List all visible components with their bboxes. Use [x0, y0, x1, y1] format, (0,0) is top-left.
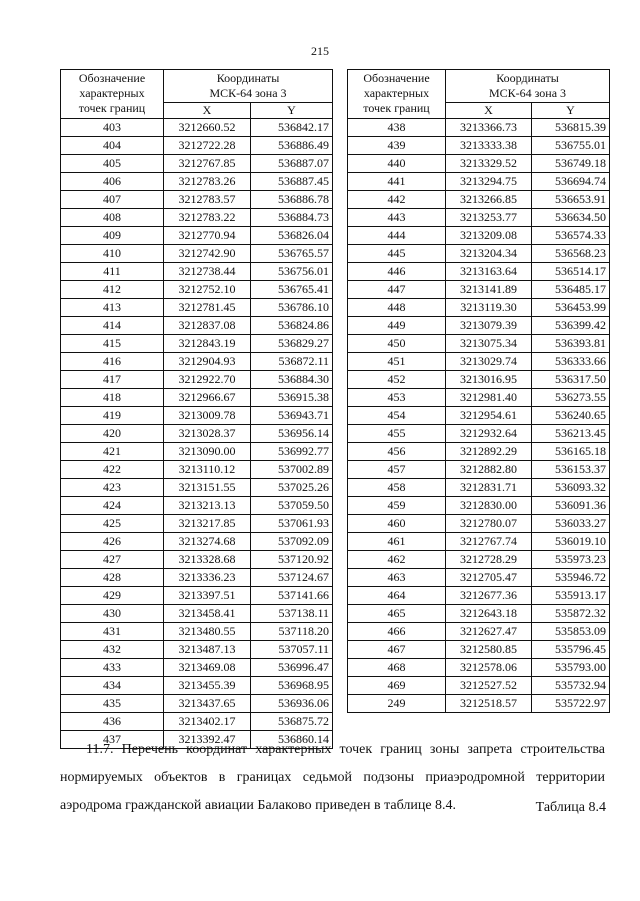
table-row: [348, 443, 610, 461]
y-coordinate-cell: 536786.10: [251, 299, 333, 317]
point-number-cell: 444: [348, 227, 446, 245]
point-number-cell: 433: [61, 659, 164, 677]
point-number-cell: 454: [348, 407, 446, 425]
table-row: [348, 299, 610, 317]
y-coordinate-cell: 536213.45: [532, 425, 610, 443]
header-coord-line: Координаты: [496, 71, 559, 85]
x-header: X: [164, 103, 251, 119]
point-number-cell: 469: [348, 677, 446, 695]
x-coordinate-cell: 3212837.08: [164, 317, 251, 335]
table-row: [348, 551, 610, 569]
point-number-cell: 438: [348, 119, 446, 137]
x-coordinate-cell: 3213266.85: [446, 191, 532, 209]
table-caption: Таблица 8.4: [535, 800, 606, 815]
x-coordinate-cell: 3212767.74: [446, 533, 532, 551]
y-coordinate-cell: 536884.30: [251, 371, 333, 389]
point-number-cell: 435: [61, 695, 164, 713]
x-coordinate-cell: 3212781.45: [164, 299, 251, 317]
point-number-cell: 411: [61, 263, 164, 281]
table-row: [61, 407, 333, 425]
point-number-cell: 430: [61, 605, 164, 623]
point-number-cell: 420: [61, 425, 164, 443]
y-coordinate-cell: 536033.27: [532, 515, 610, 533]
point-number-cell: 434: [61, 677, 164, 695]
y-coordinate-cell: 536453.99: [532, 299, 610, 317]
table-row: [348, 533, 610, 551]
table-row: [61, 263, 333, 281]
table-row: [348, 281, 610, 299]
y-coordinate-cell: 535872.32: [532, 605, 610, 623]
y-coordinate-cell: 535973.23: [532, 551, 610, 569]
x-coordinate-cell: 3212922.70: [164, 371, 251, 389]
point-number-cell: 414: [61, 317, 164, 335]
header-label-line: характерных: [79, 86, 145, 100]
point-number-cell: 466: [348, 623, 446, 641]
point-number-cell: 437: [61, 731, 164, 749]
x-coordinate-cell: 3213009.78: [164, 407, 251, 425]
x-coordinate-cell: 3212783.26: [164, 173, 251, 191]
header-label-line: Обозначение: [363, 71, 430, 85]
x-coordinate-cell: 3212518.57: [446, 695, 532, 713]
point-number-cell: 458: [348, 479, 446, 497]
point-number-cell: 459: [348, 497, 446, 515]
table-row: [61, 299, 333, 317]
y-coordinate-cell: 536886.78: [251, 191, 333, 209]
coordinates-table-right: [347, 69, 610, 713]
y-coordinate-cell: 536943.71: [251, 407, 333, 425]
y-coordinate-cell: 536860.14: [251, 731, 333, 749]
point-number-cell: 410: [61, 245, 164, 263]
table-row: [348, 515, 610, 533]
y-coordinate-cell: 536019.10: [532, 533, 610, 551]
x-coordinate-cell: 3212904.93: [164, 353, 251, 371]
x-coordinate-cell: 3213151.55: [164, 479, 251, 497]
y-coordinate-cell: 536887.07: [251, 155, 333, 173]
point-number-cell: 441: [348, 173, 446, 191]
paragraph-text: 11.7. Перечень координат характерных точек границ зоны запрета строительства нормируемых объектов в границах седьмой подзоны приаэродромной территории аэродрома гражданской авиации Балаково приведен в таблице 8.4.: [60, 742, 605, 813]
x-coordinate-cell: 3213141.89: [446, 281, 532, 299]
page-number: 215: [311, 44, 329, 58]
point-number-cell: 421: [61, 443, 164, 461]
point-number-cell: 408: [61, 209, 164, 227]
table-row: [61, 317, 333, 335]
y-coordinate-cell: 536568.23: [532, 245, 610, 263]
point-number-cell: 249: [348, 695, 446, 713]
y-coordinate-cell: 536240.65: [532, 407, 610, 425]
point-number-cell: 439: [348, 137, 446, 155]
y-coordinate-cell: 537025.26: [251, 479, 333, 497]
table-row: [61, 605, 333, 623]
point-number-cell: 462: [348, 551, 446, 569]
x-coordinate-cell: 3213397.51: [164, 587, 251, 605]
point-number-cell: 424: [61, 497, 164, 515]
table-row: [61, 389, 333, 407]
y-coordinate-cell: 536992.77: [251, 443, 333, 461]
table-row: [348, 479, 610, 497]
y-coordinate-cell: 536968.95: [251, 677, 333, 695]
x-coordinate-cell: 3213487.13: [164, 641, 251, 659]
point-number-cell: 451: [348, 353, 446, 371]
y-coordinate-cell: 536756.01: [251, 263, 333, 281]
table-row: [348, 173, 610, 191]
header-coord-line: МСК-64 зона 3: [209, 86, 287, 100]
x-coordinate-cell: 3212830.00: [446, 497, 532, 515]
table-row: [61, 551, 333, 569]
point-number-cell: 468: [348, 659, 446, 677]
coordinates-header: [164, 70, 333, 103]
header-coord-line: Координаты: [216, 71, 280, 85]
x-coordinate-cell: 3212831.71: [446, 479, 532, 497]
point-number-cell: 413: [61, 299, 164, 317]
x-coordinate-cell: 3213079.39: [446, 317, 532, 335]
x-coordinate-cell: 3212643.18: [446, 605, 532, 623]
table-row: [348, 209, 610, 227]
y-coordinate-cell: 536826.04: [251, 227, 333, 245]
point-number-cell: 406: [61, 173, 164, 191]
x-coordinate-cell: 3212705.47: [446, 569, 532, 587]
table-row: [348, 353, 610, 371]
x-coordinate-cell: 3213329.52: [446, 155, 532, 173]
table-row: [61, 173, 333, 191]
table-row: [61, 245, 333, 263]
point-number-cell: 461: [348, 533, 446, 551]
y-coordinate-cell: 536749.18: [532, 155, 610, 173]
coordinates-table-left: [60, 69, 333, 749]
table-row: [348, 245, 610, 263]
y-coordinate-cell: 536091.36: [532, 497, 610, 515]
x-coordinate-cell: 3212843.19: [164, 335, 251, 353]
y-coordinate-cell: 536574.33: [532, 227, 610, 245]
y-coordinate-cell: 535796.45: [532, 641, 610, 659]
x-coordinate-cell: 3212770.94: [164, 227, 251, 245]
x-coordinate-cell: 3212783.22: [164, 209, 251, 227]
y-coordinate-cell: 537118.20: [251, 623, 333, 641]
point-number-cell: 445: [348, 245, 446, 263]
table-row: [348, 119, 610, 137]
y-coordinate-cell: 537141.66: [251, 587, 333, 605]
table-row: [61, 677, 333, 695]
point-number-cell: 449: [348, 317, 446, 335]
x-coordinate-cell: 3212932.64: [446, 425, 532, 443]
table-row: [348, 461, 610, 479]
point-number-cell: 418: [61, 389, 164, 407]
point-label-header: [348, 70, 446, 119]
point-number-cell: 448: [348, 299, 446, 317]
y-coordinate-cell: 535793.00: [532, 659, 610, 677]
x-coordinate-cell: 3213392.47: [164, 731, 251, 749]
point-number-cell: 460: [348, 515, 446, 533]
y-coordinate-cell: 537059.50: [251, 497, 333, 515]
y-coordinate-cell: 537092.09: [251, 533, 333, 551]
table-row: [61, 119, 333, 137]
point-number-cell: 429: [61, 587, 164, 605]
header-label-line: характерных: [363, 86, 430, 100]
table-row: [61, 137, 333, 155]
y-coordinate-cell: 537057.11: [251, 641, 333, 659]
y-coordinate-cell: 536165.18: [532, 443, 610, 461]
table-row: [348, 407, 610, 425]
table-row: [61, 497, 333, 515]
point-number-cell: 404: [61, 137, 164, 155]
x-coordinate-cell: 3213090.00: [164, 443, 251, 461]
x-coordinate-cell: 3212981.40: [446, 389, 532, 407]
y-coordinate-cell: 536393.81: [532, 335, 610, 353]
y-coordinate-cell: 535946.72: [532, 569, 610, 587]
y-header: Y: [532, 103, 610, 119]
y-coordinate-cell: 536829.27: [251, 335, 333, 353]
point-number-cell: 412: [61, 281, 164, 299]
point-number-cell: 455: [348, 425, 446, 443]
y-coordinate-cell: 536996.47: [251, 659, 333, 677]
header-label-line: точек границ: [78, 101, 146, 115]
x-coordinate-cell: 3213469.08: [164, 659, 251, 677]
x-coordinate-cell: 3212677.36: [446, 587, 532, 605]
point-number-cell: 463: [348, 569, 446, 587]
header-coord-line: МСК-64 зона 3: [488, 86, 567, 100]
table-row: [348, 425, 610, 443]
point-number-cell: 403: [61, 119, 164, 137]
x-coordinate-cell: 3213455.39: [164, 677, 251, 695]
point-number-cell: 416: [61, 353, 164, 371]
x-coordinate-cell: 3212780.07: [446, 515, 532, 533]
table-row: [61, 371, 333, 389]
x-coordinate-cell: 3212738.44: [164, 263, 251, 281]
x-coordinate-cell: 3213253.77: [446, 209, 532, 227]
y-coordinate-cell: 536153.37: [532, 461, 610, 479]
x-coordinate-cell: 3213336.23: [164, 569, 251, 587]
x-coordinate-cell: 3213213.13: [164, 497, 251, 515]
y-coordinate-cell: 536694.74: [532, 173, 610, 191]
x-coordinate-cell: 3213437.65: [164, 695, 251, 713]
x-coordinate-cell: 3213328.68: [164, 551, 251, 569]
y-coordinate-cell: 536884.73: [251, 209, 333, 227]
point-number-cell: 447: [348, 281, 446, 299]
table-row: [348, 317, 610, 335]
y-coordinate-cell: 537002.89: [251, 461, 333, 479]
y-coordinate-cell: 536872.11: [251, 353, 333, 371]
table-row: [348, 623, 610, 641]
y-coordinate-cell: 536842.17: [251, 119, 333, 137]
x-coordinate-cell: 3212752.10: [164, 281, 251, 299]
x-coordinate-cell: 3213163.64: [446, 263, 532, 281]
y-coordinate-cell: 536887.45: [251, 173, 333, 191]
table-row: [348, 227, 610, 245]
point-number-cell: 431: [61, 623, 164, 641]
point-number-cell: 415: [61, 335, 164, 353]
x-coordinate-cell: 3212527.52: [446, 677, 532, 695]
x-coordinate-cell: 3212966.67: [164, 389, 251, 407]
x-coordinate-cell: 3212767.85: [164, 155, 251, 173]
x-coordinate-cell: 3213333.38: [446, 137, 532, 155]
point-number-cell: 465: [348, 605, 446, 623]
x-coordinate-cell: 3212742.90: [164, 245, 251, 263]
x-coordinate-cell: 3212578.06: [446, 659, 532, 677]
header-label-line: Обозначение: [78, 71, 146, 85]
table-row: [61, 641, 333, 659]
x-coordinate-cell: 3213480.55: [164, 623, 251, 641]
x-coordinate-cell: 3212892.29: [446, 443, 532, 461]
table-row: [61, 461, 333, 479]
y-coordinate-cell: 536755.01: [532, 137, 610, 155]
table-row: [61, 695, 333, 713]
x-header: X: [446, 103, 532, 119]
point-number-cell: 422: [61, 461, 164, 479]
table-row: [348, 497, 610, 515]
point-number-cell: 443: [348, 209, 446, 227]
x-coordinate-cell: 3212722.28: [164, 137, 251, 155]
y-coordinate-cell: 535913.17: [532, 587, 610, 605]
point-number-cell: 464: [348, 587, 446, 605]
x-coordinate-cell: 3213028.37: [164, 425, 251, 443]
y-coordinate-cell: 536514.17: [532, 263, 610, 281]
point-number-cell: 457: [348, 461, 446, 479]
table-row: [348, 569, 610, 587]
point-number-cell: 453: [348, 389, 446, 407]
table-row: [61, 227, 333, 245]
x-coordinate-cell: 3212954.61: [446, 407, 532, 425]
table-row: [348, 137, 610, 155]
point-number-cell: 450: [348, 335, 446, 353]
table-row: [348, 605, 610, 623]
table-row: [61, 533, 333, 551]
x-coordinate-cell: 3212660.52: [164, 119, 251, 137]
y-coordinate-cell: 536093.32: [532, 479, 610, 497]
table-row: [348, 191, 610, 209]
table-row: [348, 263, 610, 281]
x-coordinate-cell: 3213016.95: [446, 371, 532, 389]
point-number-cell: 419: [61, 407, 164, 425]
table-row: [61, 713, 333, 731]
point-number-cell: 442: [348, 191, 446, 209]
table-row: [348, 659, 610, 677]
y-coordinate-cell: 536886.49: [251, 137, 333, 155]
point-number-cell: 427: [61, 551, 164, 569]
y-coordinate-cell: 537120.92: [251, 551, 333, 569]
point-number-cell: 440: [348, 155, 446, 173]
point-number-cell: 452: [348, 371, 446, 389]
x-coordinate-cell: 3213402.17: [164, 713, 251, 731]
table-row: [61, 443, 333, 461]
y-coordinate-cell: 536273.55: [532, 389, 610, 407]
y-header: Y: [251, 103, 333, 119]
point-number-cell: 409: [61, 227, 164, 245]
table-row: [61, 335, 333, 353]
point-number-cell: 407: [61, 191, 164, 209]
y-coordinate-cell: 537138.11: [251, 605, 333, 623]
table-row: [61, 281, 333, 299]
table-row: [61, 425, 333, 443]
y-coordinate-cell: 536956.14: [251, 425, 333, 443]
table-row: [348, 641, 610, 659]
y-coordinate-cell: 537124.67: [251, 569, 333, 587]
table-row: [348, 389, 610, 407]
y-coordinate-cell: 536317.50: [532, 371, 610, 389]
x-coordinate-cell: 3212783.57: [164, 191, 251, 209]
table-row: [61, 479, 333, 497]
y-coordinate-cell: 536824.86: [251, 317, 333, 335]
x-coordinate-cell: 3213029.74: [446, 353, 532, 371]
point-number-cell: 432: [61, 641, 164, 659]
y-coordinate-cell: 536915.38: [251, 389, 333, 407]
point-number-cell: 425: [61, 515, 164, 533]
table-row: [61, 191, 333, 209]
y-coordinate-cell: 537061.93: [251, 515, 333, 533]
x-coordinate-cell: 3213119.30: [446, 299, 532, 317]
y-coordinate-cell: 536333.66: [532, 353, 610, 371]
y-coordinate-cell: 536653.91: [532, 191, 610, 209]
table-row: [348, 677, 610, 695]
point-number-cell: 426: [61, 533, 164, 551]
table-row: [61, 569, 333, 587]
table-row: [61, 515, 333, 533]
table-row: [348, 371, 610, 389]
x-coordinate-cell: 3213366.73: [446, 119, 532, 137]
y-coordinate-cell: 536765.41: [251, 281, 333, 299]
table-row: [348, 155, 610, 173]
coordinates-header: [446, 70, 610, 103]
x-coordinate-cell: 3212728.29: [446, 551, 532, 569]
x-coordinate-cell: 3213274.68: [164, 533, 251, 551]
x-coordinate-cell: 3213458.41: [164, 605, 251, 623]
table-row: [348, 695, 610, 713]
x-coordinate-cell: 3213294.75: [446, 173, 532, 191]
x-coordinate-cell: 3213217.85: [164, 515, 251, 533]
point-number-cell: 436: [61, 713, 164, 731]
x-coordinate-cell: 3213209.08: [446, 227, 532, 245]
y-coordinate-cell: 536936.06: [251, 695, 333, 713]
y-coordinate-cell: 535722.97: [532, 695, 610, 713]
header-label-line: точек границ: [363, 101, 430, 115]
point-number-cell: 456: [348, 443, 446, 461]
y-coordinate-cell: 536765.57: [251, 245, 333, 263]
point-number-cell: 423: [61, 479, 164, 497]
point-number-cell: 428: [61, 569, 164, 587]
table-row: [61, 659, 333, 677]
x-coordinate-cell: 3213110.12: [164, 461, 251, 479]
x-coordinate-cell: 3212580.85: [446, 641, 532, 659]
y-coordinate-cell: 536634.50: [532, 209, 610, 227]
y-coordinate-cell: 535732.94: [532, 677, 610, 695]
point-label-header: [61, 70, 164, 119]
point-number-cell: 446: [348, 263, 446, 281]
y-coordinate-cell: 536399.42: [532, 317, 610, 335]
table-row: [61, 587, 333, 605]
table-row: [61, 155, 333, 173]
x-coordinate-cell: 3213204.34: [446, 245, 532, 263]
y-coordinate-cell: 535853.09: [532, 623, 610, 641]
x-coordinate-cell: 3212882.80: [446, 461, 532, 479]
y-coordinate-cell: 536485.17: [532, 281, 610, 299]
x-coordinate-cell: 3212627.47: [446, 623, 532, 641]
point-number-cell: 405: [61, 155, 164, 173]
table-row: [61, 623, 333, 641]
table-row: [61, 209, 333, 227]
y-coordinate-cell: 536815.39: [532, 119, 610, 137]
table-row: [61, 353, 333, 371]
point-number-cell: 467: [348, 641, 446, 659]
point-number-cell: 417: [61, 371, 164, 389]
y-coordinate-cell: 536875.72: [251, 713, 333, 731]
table-row: [348, 587, 610, 605]
table-row: [348, 335, 610, 353]
x-coordinate-cell: 3213075.34: [446, 335, 532, 353]
